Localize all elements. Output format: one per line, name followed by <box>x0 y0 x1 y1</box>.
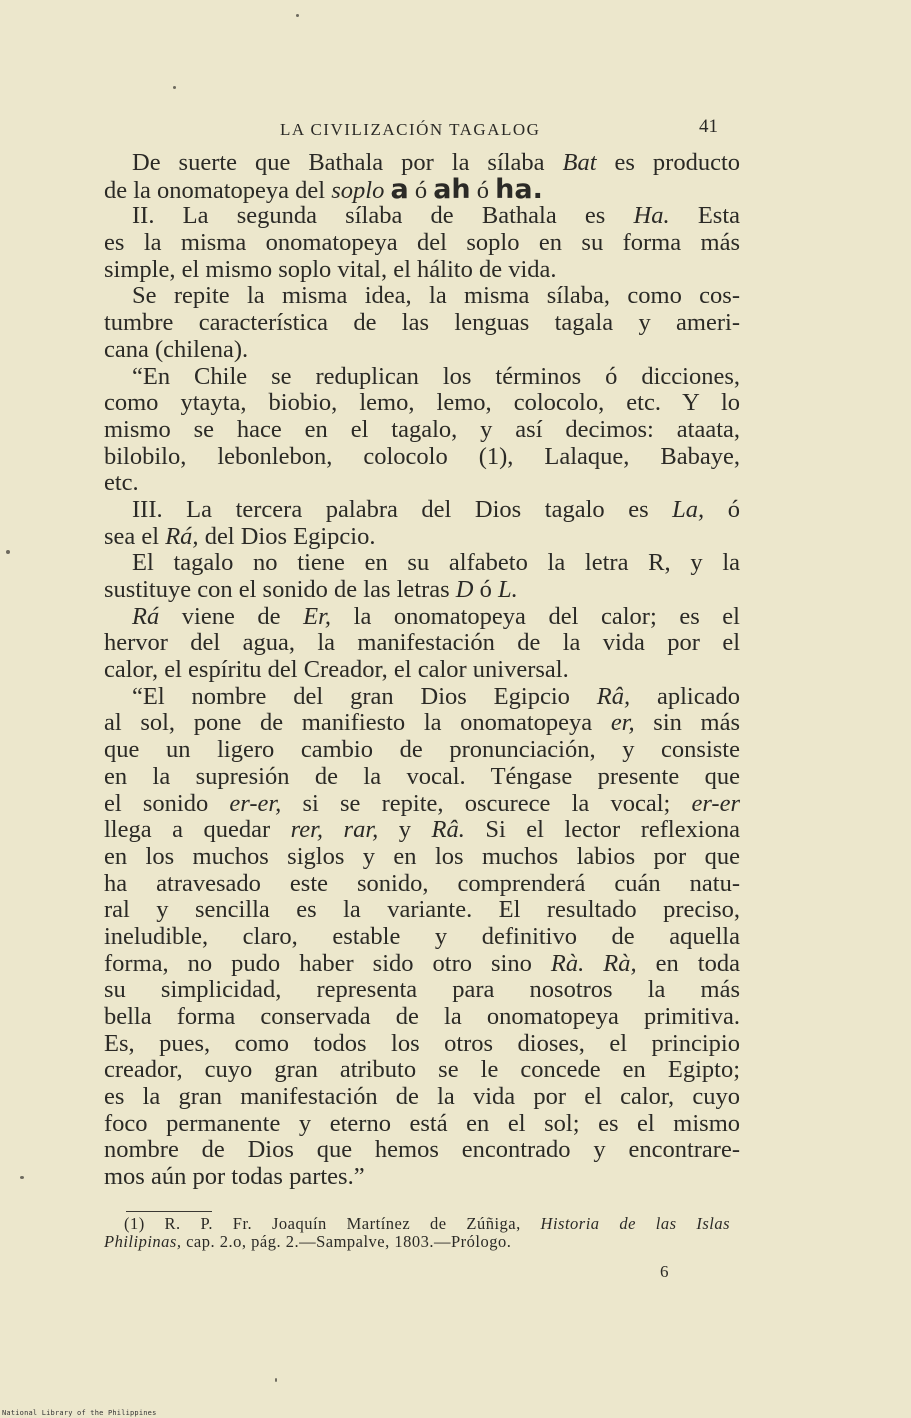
text-line: tumbre característica de las lenguas tagala y ameri- <box>104 309 740 337</box>
text-line: ha atravesado este sonido, comprenderá cuán natu- <box>104 869 740 897</box>
text-line: en los muchos siglos y en los muchos labios por que <box>104 842 740 870</box>
text-line: forma, no pudo haber sido otro sino Rà. Rà, en toda <box>104 949 740 977</box>
printer-signature: 6 <box>660 1262 669 1281</box>
text-line: ineludible, claro, estable y definitivo de aquella <box>104 922 740 950</box>
text-line: como ytayta, biobio, lemo, lemo, colocolo, etc. Y lo <box>104 389 740 417</box>
text-line: “El nombre del gran Dios Egipcio Râ, aplicado <box>132 682 740 710</box>
text-line: es la gran manifestación de la vida por el calor, cuyo <box>104 1083 740 1111</box>
paper-speck <box>296 14 299 17</box>
text-line: es la misma onomatopeya del soplo en su forma más <box>104 229 740 257</box>
text-line: llega a quedar rer, rar, y Râ. Si el lector reflexiona <box>104 816 740 844</box>
text-line: etc. <box>104 469 139 497</box>
text-line: al sol, pone de manifiesto la onomatopeya er, sin más <box>104 709 741 737</box>
text-line: sustituye con el sonido de las letras D ó L. <box>104 576 518 603</box>
text-line: Se repite la misma idea, la misma sílaba, como cos- <box>132 282 740 310</box>
text-line: sea el Rá, del Dios Egipcio. <box>104 522 376 550</box>
text-line: que un ligero cambio de pronunciación, y consiste <box>104 736 740 764</box>
text-line: De suerte que Bathala por la sílaba Bat es producto <box>132 149 740 176</box>
text-line: Rá viene de Er, la onomatopeya del calor; es el <box>132 602 740 630</box>
text-line: el sonido er-er, si se repite, oscurece la vocal; er-er <box>104 789 740 817</box>
text-line: nombre de Dios que hemos encontrado y encontrare- <box>104 1136 740 1164</box>
text-line: “En Chile se reduplican los términos ó dicciones, <box>132 362 740 390</box>
text-line: cana (chilena). <box>104 335 249 363</box>
text-line: de la onomatopeya del soplo a ó ah ó ha. <box>104 173 543 205</box>
library-credit: National Library of the Philippines <box>2 1409 157 1417</box>
paper-speck <box>275 1378 277 1382</box>
text-line: creador, cuyo gran atributo se le concede en Egipto; <box>104 1056 740 1084</box>
text-line: foco permanente y eterno está en el sol; es el mismo <box>104 1109 740 1137</box>
paper-speck <box>20 1176 24 1179</box>
paper-speck <box>173 86 176 89</box>
text-line: calor, el espíritu del Creador, el calor universal. <box>104 656 569 684</box>
text-line: su simplicidad, representa para nosotros la más <box>104 976 740 1004</box>
text-line: III. La tercera palabra del Dios tagalo es La, ó <box>132 495 741 523</box>
text-line: ral y sencilla es la variante. El resultado preciso, <box>104 896 740 924</box>
footnote-rule <box>126 1211 212 1212</box>
text-line: mos aún por todas partes.” <box>104 1163 365 1191</box>
running-title: LA CIVILIZACIÓN TAGALOG <box>280 120 541 139</box>
footnote-line: (1) R. P. Fr. Joaquín Martínez de Zúñiga, Historia de las Islas <box>124 1214 730 1233</box>
text-line: El tagalo no tiene en su alfabeto la letra R, y la <box>132 549 740 577</box>
text-line: simple, el mismo soplo vital, el hálito de vida. <box>104 255 557 283</box>
text-line: bella forma conservada de la onomatopeya primitiva. <box>104 1003 740 1030</box>
text-line: bilobilo, lebonlebon, colocolo (1), Lalaque, Babaye, <box>104 442 740 470</box>
text-line: en la supresión de la vocal. Téngase presente que <box>104 762 740 790</box>
footnote <box>104 1215 730 1251</box>
page-number: 41 <box>699 116 718 137</box>
text-line: II. La segunda sílaba de Bathala es Ha. Esta <box>132 202 740 230</box>
paper-speck <box>6 550 10 554</box>
text-line: mismo se hace en el tagalo, y así decimos: ataata, <box>104 415 740 443</box>
text-line: Es, pues, como todos los otros dioses, el principio <box>104 1029 740 1057</box>
body-text <box>104 150 740 1191</box>
text-line: hervor del agua, la manifestación de la vida por el <box>104 629 740 657</box>
footnote-line: Philipinas, cap. 2.o, pág. 2.—Sampalve, 1803.—Prólogo. <box>104 1232 512 1251</box>
